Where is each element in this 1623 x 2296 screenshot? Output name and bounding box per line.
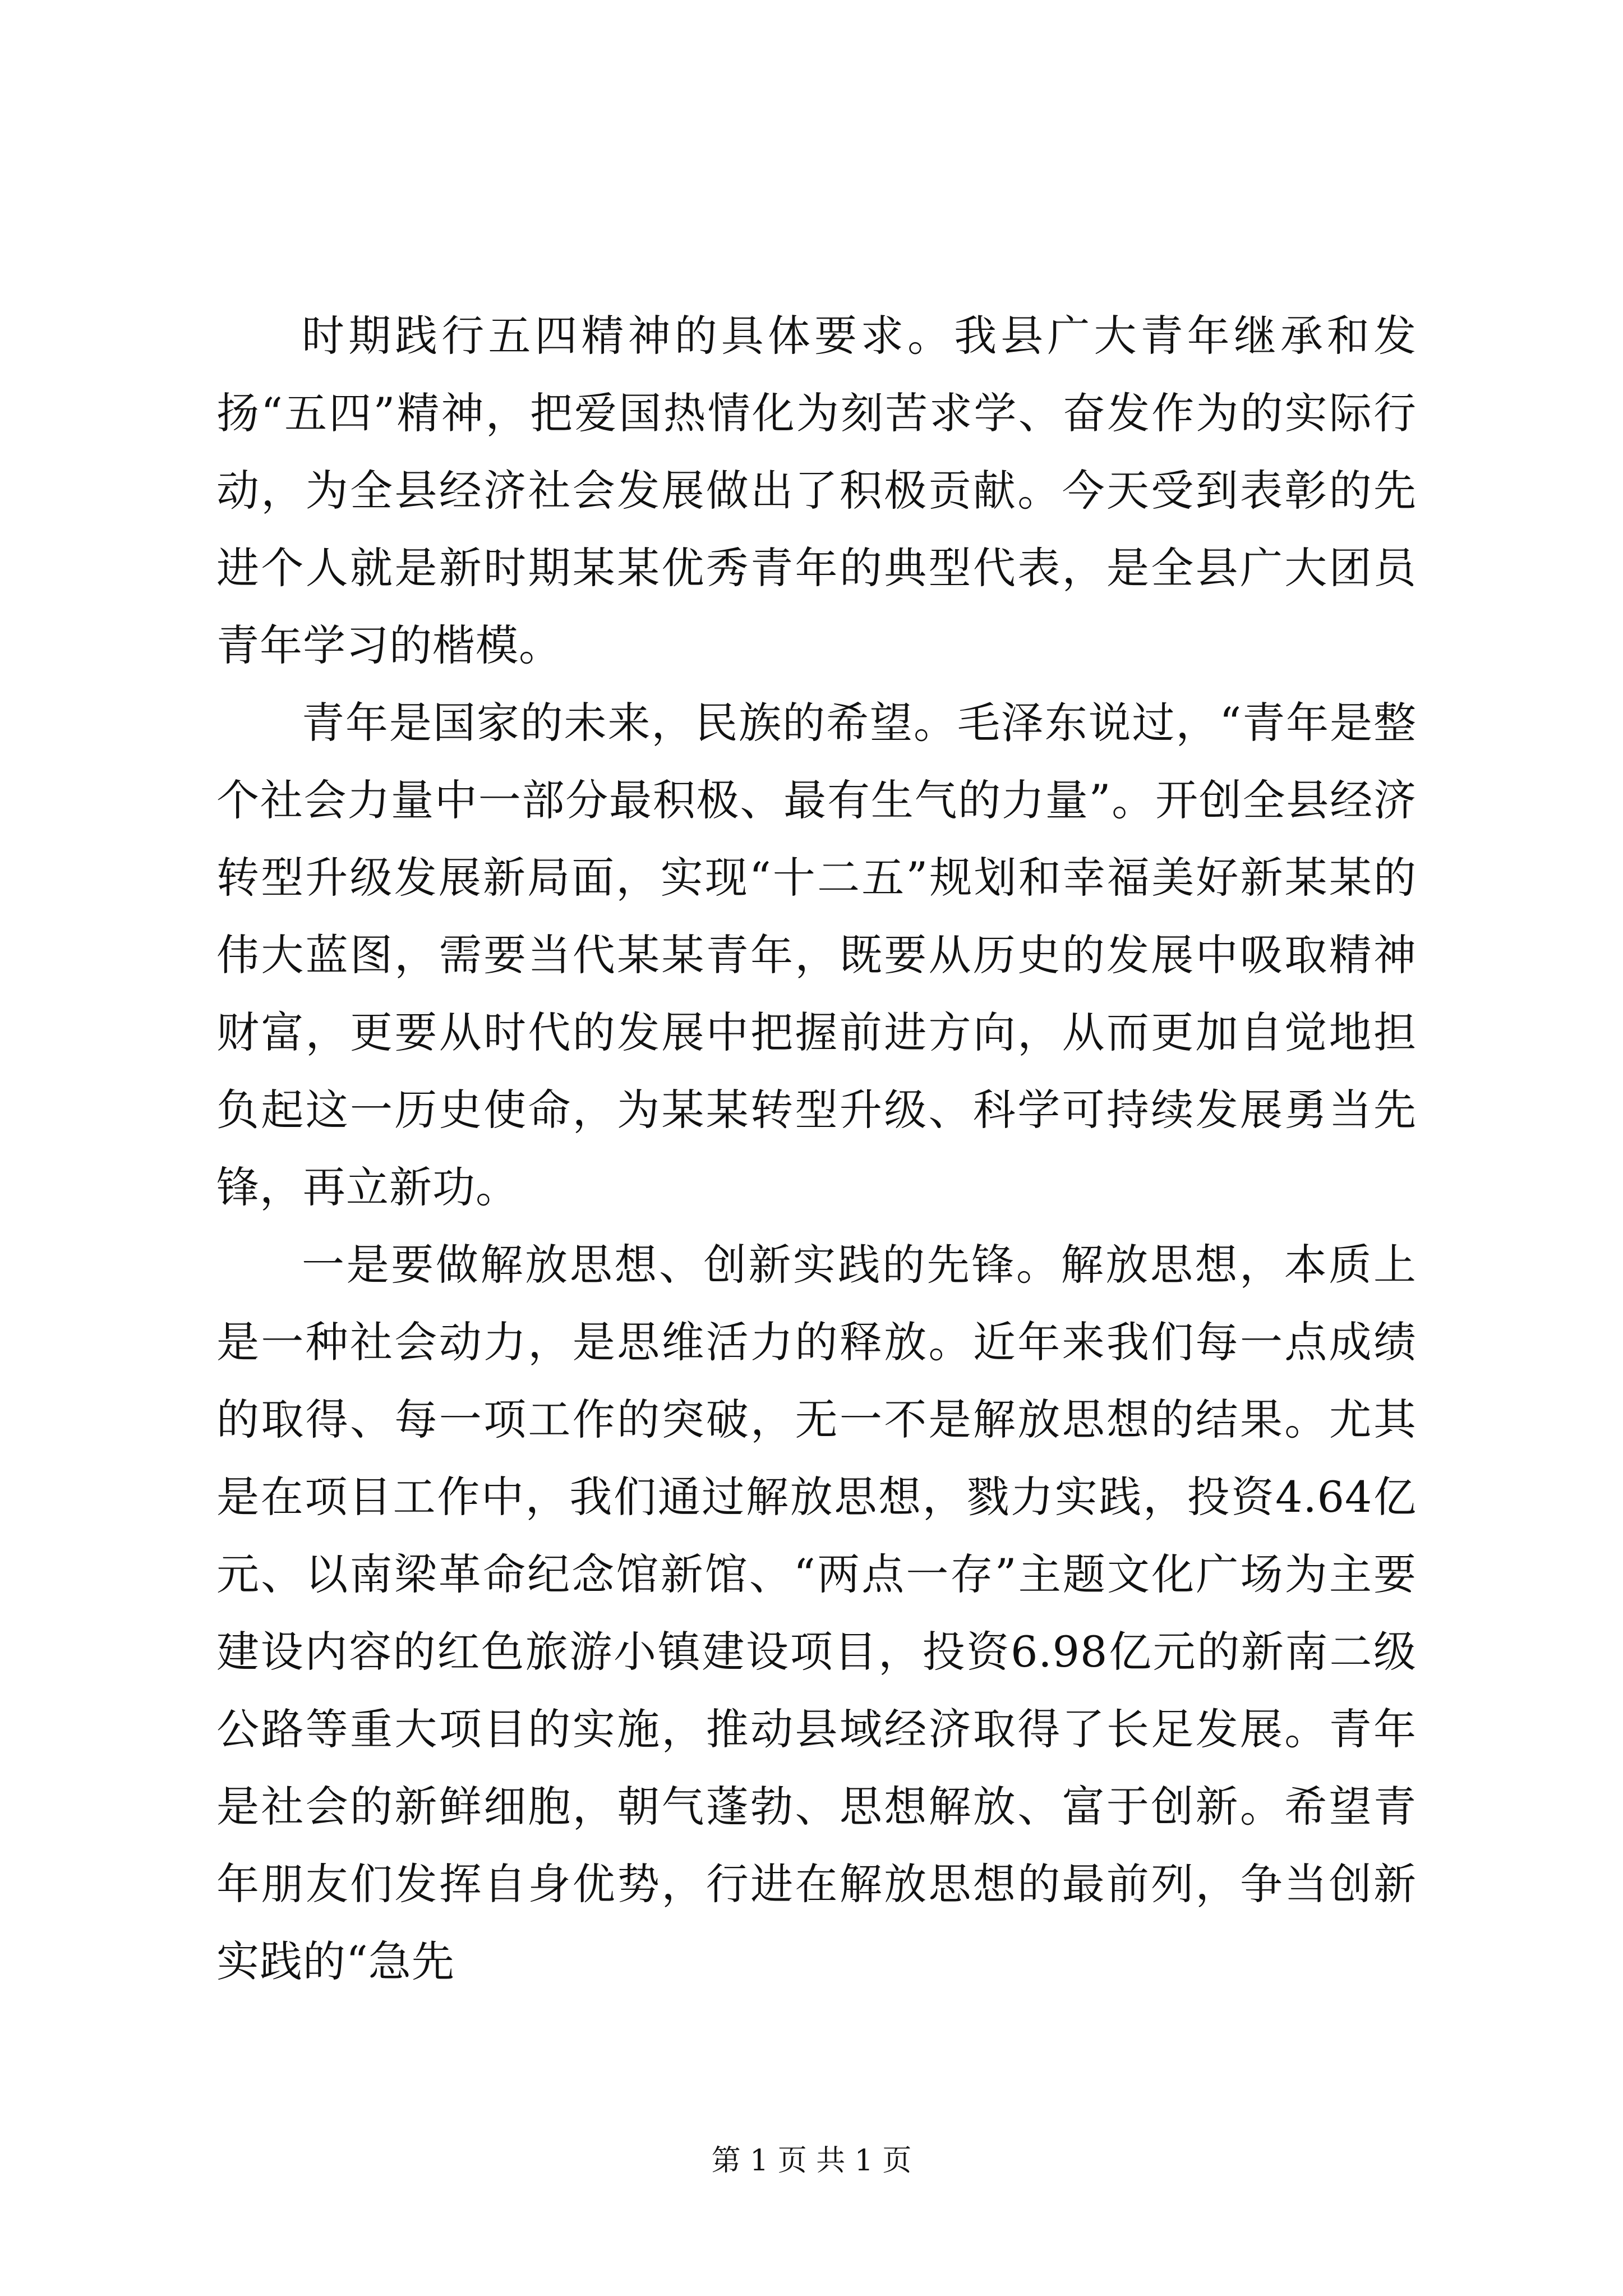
- paragraph-3: 一是要做解放思想、创新实践的先锋。解放思想，本质上是一种社会动力，是思维活力的释放。近年来我们每一点成绩的取得、每一项工作的突破，无一不是解放思想的结果。尤其是在项目工作中，我们通过解放思想，戮力实践，投资4.64亿元、以南梁革命纪念馆新馆、“两点一存”主题文化广场为主要建设内容的红色旅游小镇建设项目，投资6.98亿元的新南二级公路等重大项目的实施，推动县域经济取得了长足发展。青年是社会的新鲜细胞，朝气蓬勃、思想解放、富于创新。希望青年朋友们发挥自身优势，行进在解放思想的最前列，争当创新实践的“急先: [216, 1240, 1417, 1986]
- document-body: [216, 297, 1417, 2000]
- page-footer: 第 1 页 共 1 页: [711, 2144, 912, 2178]
- paragraph-2: 青年是国家的未来，民族的希望。毛泽东说过，“青年是整个社会力量中一部分最积极、最有生气的力量”。开创全县经济转型升级发展新局面，实现“十二五”规划和幸福美好新某某的伟大蓝图，需要当代某某青年，既要从历史的发展中吸取精神财富，更要从时代的发展中把握前进方向，从而更加自觉地担负起这一历史使命，为某某转型升级、科学可持续发展勇当先锋，再立新功。: [216, 698, 1417, 1212]
- paragraph-1: 时期践行五四精神的具体要求。我县广大青年继承和发扬“五四”精神，把爱国热情化为刻苦求学、奋发作为的实际行动，为全县经济社会发展做出了积极贡献。今天受到表彰的先进个人就是新时期某某优秀青年的典型代表，是全县广大团员青年学习的楷模。: [216, 311, 1417, 670]
